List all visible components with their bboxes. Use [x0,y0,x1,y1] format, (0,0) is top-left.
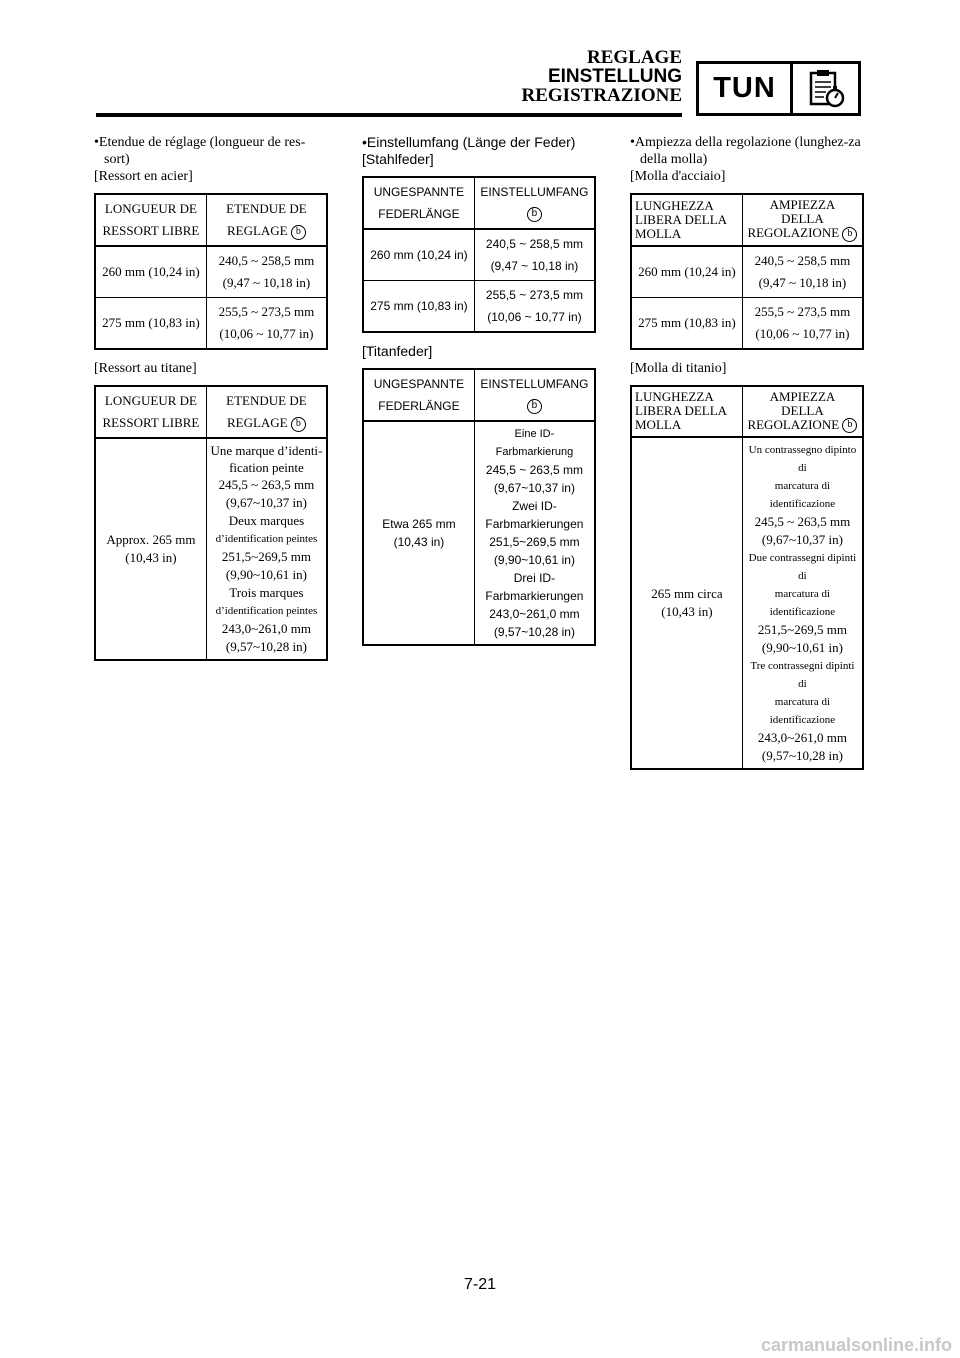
page-number: 7-21 [463,1276,497,1293]
title-italian: REGISTRAZIONE [521,85,682,106]
table-row: 260 mm (10,24 in) 240,5 ~ 258,5 mm (9,47 ~ 10,18 in) [95,246,327,298]
marker-b: b [527,207,542,222]
marker-b: b [842,418,857,433]
titan-spring-table-french: LONGUEUR DE RESSORT LIBRE ETENDUE DE REGLAGE b Approx. 265 mm (10,43 in) Une marque d’identi-fication peinte 245,5 ~ 263,5 mm (9,67~10,37 in) Deux marques d’identification peintes 251,5~269,5 mm (9,90~10,61 in) Trois marques d’identification peintes 243,0~261,0 mm (9,57~10,28 in) [94,385,328,661]
intro-german: •Einstellumfang (Länge der Feder) [362,134,576,150]
title-german: EINSTELLUNG [547,66,682,87]
clipboard-stopwatch-icon [793,64,858,113]
steel-label-italian: [Molla d'acciaio] [630,169,726,184]
table-row: 275 mm (10,83 in) 255,5 ~ 273,5 mm (10,06 ~ 10,77 in) [363,281,595,333]
marker-b: b [842,227,857,242]
table-row: 275 mm (10,83 in) 255,5 ~ 273,5 mm (10,06 ~ 10,77 in) [631,297,863,349]
watermark: carmanualsonline.info [760,1335,952,1355]
column-german [362,134,598,656]
marker-b: b [291,225,306,240]
steel-label-german: [Stahlfeder] [362,151,434,167]
col-header-length: LONGUEUR DE RESSORT LIBRE [95,194,206,246]
titan-label-german: [Titanfeder] [362,343,433,359]
intro-italian: •Ampiezza della regolazione (lunghez-za della molla) [630,135,861,167]
titan-spring-table-italian: LUNGHEZZA LIBERA DELLA MOLLA AMPIEZZA DELLA REGOLAZIONE b 265 mm circa (10,43 in) Un contrassegno dipinto di marcatura di identificazione 245,5 ~ 263,5 mm (9,67~10,37 in) Due contrassegni dipinti di marcatura di identificazione 251,5~269,5 mm (9,90~10,61 in) Tre contrassegni dipinti di marcatura di identificazione 243,0~261,0 mm (9,57~10,28 in) [630,385,864,771]
col-header-range: ETENDUE DE REGLAGE b [206,194,327,246]
section-badge [696,61,861,116]
section-titles [522,48,683,105]
table-row: Approx. 265 mm (10,43 in) Une marque d’identi-fication peinte 245,5 ~ 263,5 mm (9,67~10,37 in) Deux marques d’identification peintes 251,5~269,5 mm (9,90~10,61 in) Trois marques d’identification peintes 243,0~261,0 mm (9,57~10,28 in) [95,438,327,660]
marker-b: b [291,417,306,432]
titan-label-french: [Ressort au titane] [94,361,197,376]
header-rule [96,113,682,117]
intro-french: •Etendue de réglage (longueur de res-sort) [94,135,306,167]
titan-spring-table-german: UNGESPANNTE FEDERLÄNGE EINSTELLUMFANG b Etwa 265 mm (10,43 in) Eine ID-Farbmarkierung 245,5 ~ 263,5 mm (9,67~10,37 in) Zwei ID- Farbmarkierungen 251,5~269,5 mm (9,90~10,61 in) Drei ID- Farbmarkierungen 243,0~261,0 mm (9,57~10,28 in) [362,368,596,646]
column-italian [630,134,866,780]
title-french: REGLAGE [586,47,682,68]
marker-b: b [527,399,542,414]
steel-spring-table-italian: LUNGHEZZA LIBERA DELLA MOLLA AMPIEZZA DELLA REGOLAZIONE b 260 mm (10,24 in) 240,5 ~ 258,5 mm (9,47 ~ 10,18 in) 275 mm (10,83 in) 255,5 ~ 273,5 mm (10,06 ~ 10,77 in) [630,193,864,350]
table-row: Etwa 265 mm (10,43 in) Eine ID-Farbmarkierung 245,5 ~ 263,5 mm (9,67~10,37 in) Zwei ID- Farbmarkierungen 251,5~269,5 mm (9,90~10,61 in) Drei ID- Farbmarkierungen 243,0~261,0 mm (9,57~10,28 in) [363,421,595,645]
table-row: 260 mm (10,24 in) 240,5 ~ 258,5 mm (9,47 ~ 10,18 in) [363,229,595,281]
steel-spring-table-french [94,193,328,350]
column-french [94,134,330,671]
table-row: 265 mm circa (10,43 in) Un contrassegno dipinto di marcatura di identificazione 245,5 ~ 263,5 mm (9,67~10,37 in) Due contrassegni dipinti di marcatura di identificazione 251,5~269,5 mm (9,90~10,61 in) Tre contrassegni dipinti di marcatura di identificazione 243,0~261,0 mm (9,57~10,28 in) [631,437,863,769]
tun-label: TUN [699,64,793,113]
table-row: 275 mm (10,83 in) 255,5 ~ 273,5 mm (10,06 ~ 10,77 in) [95,298,327,350]
steel-label-french: [Ressort en acier] [94,169,193,184]
titan-label-italian: [Molla di titanio] [630,360,727,376]
table-row: 260 mm (10,24 in) 240,5 ~ 258,5 mm (9,47 ~ 10,18 in) [631,246,863,298]
steel-spring-table-german: UNGESPANNTE FEDERLÄNGE EINSTELLUMFANG b 260 mm (10,24 in) 240,5 ~ 258,5 mm (9,47 ~ 10,18 in) 275 mm (10,83 in) 255,5 ~ 273,5 mm (10,06 ~ 10,77 in) [362,176,596,333]
